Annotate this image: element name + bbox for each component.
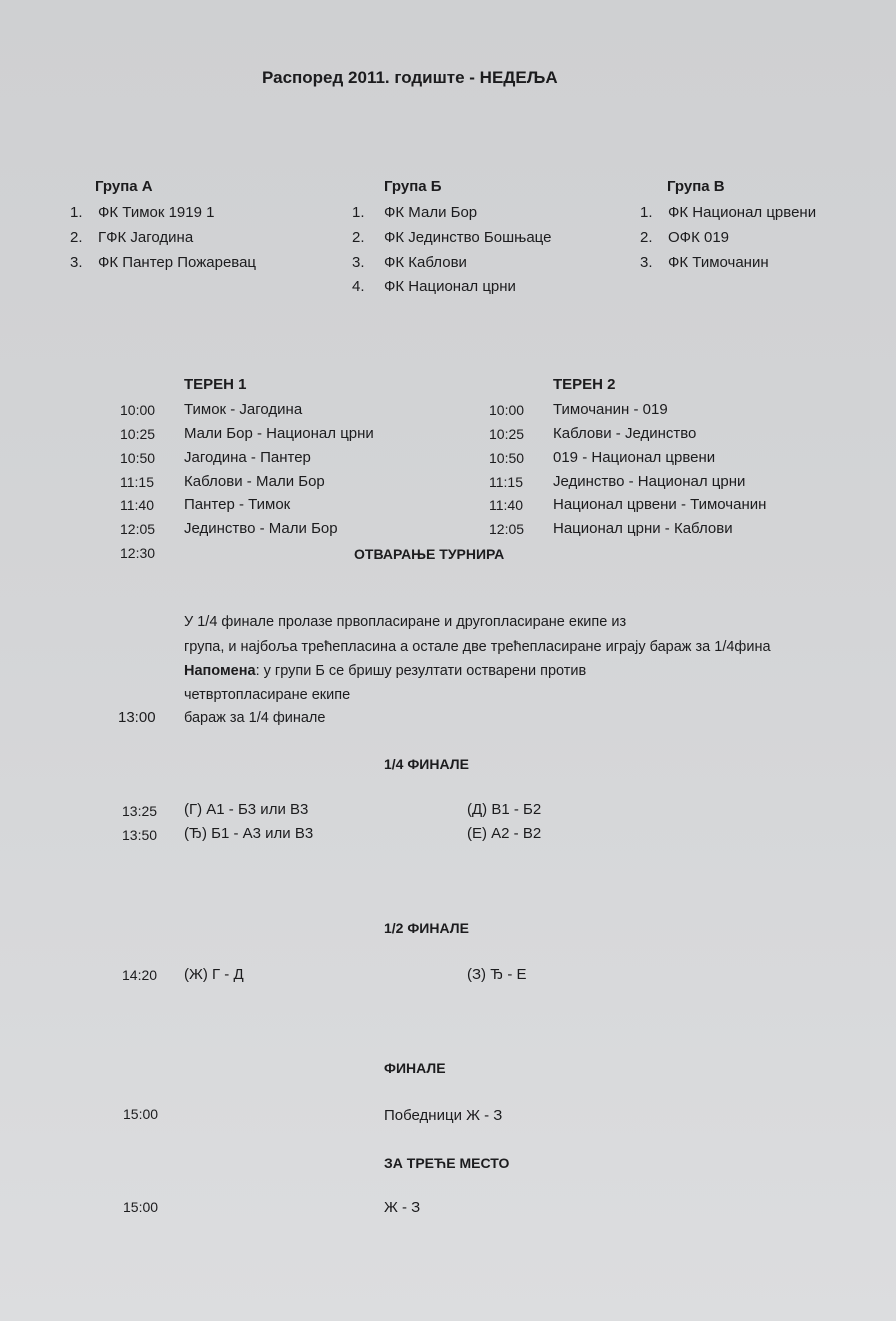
field-1-time-2: 10:25: [120, 426, 156, 442]
field-2-match-2: Каблови - Јединство: [553, 425, 697, 442]
group-v-team-2: 2. ОФК 019: [640, 229, 730, 246]
playoff-time: 13:00: [118, 709, 156, 726]
semifinal-match-zh: (Ж) Г - Д: [184, 966, 244, 983]
field-2-heading: ТЕРЕН 2: [553, 376, 616, 393]
note-line-2: група, и најбоља трећепласина а остале две трећепласиране играју бараж за 1/4фина: [184, 639, 771, 655]
group-v-team-1: 1. ФК Национал црвени: [640, 204, 817, 221]
third-place-heading: ЗА ТРЕЋЕ МЕСТО: [384, 1155, 510, 1171]
field-2-match-1: Тимочанин - 019: [553, 401, 668, 418]
quarterfinal-match-g: (Г) А1 - Б3 или В3: [184, 801, 309, 818]
field-1-match-6: Јединство - Мали Бор: [184, 520, 338, 537]
quarterfinal-heading: 1/4 ФИНАЛЕ: [384, 756, 469, 772]
field-1-match-2: Мали Бор - Национал црни: [184, 425, 374, 442]
group-a-team-3: 3. ФК Пантер Пожаревац: [70, 254, 257, 271]
group-b-team-2: 2. ФК Јединство Бошњаце: [352, 229, 552, 246]
group-b-team-4: 4. ФК Национал црни: [352, 278, 516, 295]
field-2-time-5: 11:40: [489, 497, 523, 513]
semifinal-match-z: (З) Ђ - Е: [467, 966, 527, 983]
quarterfinal-match-d: (Д) В1 - Б2: [467, 801, 542, 818]
field-1-heading: ТЕРЕН 1: [184, 376, 247, 393]
semifinal-time: 14:20: [122, 967, 158, 983]
group-a-heading: Група А: [95, 178, 153, 195]
field-2-time-6: 12:05: [489, 521, 525, 537]
field-1-match-4: Каблови - Мали Бор: [184, 473, 325, 490]
field-1-time-1: 10:00: [120, 402, 156, 418]
group-v-heading: Група В: [667, 178, 725, 195]
final-match: Победници Ж - З: [384, 1107, 503, 1124]
note-line-4: четвртопласиране екипе: [184, 687, 351, 703]
field-1-match-5: Пантер - Тимок: [184, 496, 291, 513]
group-b-heading: Група Б: [384, 178, 442, 195]
field-1-time-6: 12:05: [120, 521, 156, 537]
opening-label: ОТВАРАЊЕ ТУРНИРА: [354, 546, 505, 562]
field-2-match-5: Национал црвени - Тимочанин: [553, 496, 767, 513]
quarterfinal-match-dj: (Ђ) Б1 - А3 или В3: [184, 825, 314, 842]
group-a-team-2: 2. ГФК Јагодина: [70, 229, 194, 246]
field-2-match-6: Национал црни - Каблови: [553, 520, 733, 537]
group-b-team-3: 3. ФК Каблови: [352, 254, 467, 271]
group-a-team-1: 1. ФК Тимок 1919 1: [70, 204, 215, 221]
field-1-time-5: 11:40: [120, 497, 154, 513]
field-2-match-4: Јединство - Национал црни: [553, 473, 746, 490]
field-2-match-3: 019 - Национал црвени: [553, 449, 716, 466]
final-time: 15:00: [123, 1106, 159, 1122]
opening-time: 12:30: [120, 545, 156, 561]
semifinal-heading: 1/2 ФИНАЛЕ: [384, 920, 469, 936]
quarterfinal-match-e: (Е) А2 - В2: [467, 825, 542, 842]
note-label: Напомена: [184, 663, 256, 679]
quarterfinal-time-1: 13:25: [122, 803, 158, 819]
third-place-match: Ж - З: [384, 1199, 421, 1216]
quarterfinal-time-2: 13:50: [122, 827, 158, 843]
field-1-time-4: 11:15: [120, 474, 154, 490]
field-2-time-3: 10:50: [489, 450, 525, 466]
field-2-time-1: 10:00: [489, 402, 525, 418]
note-line-3: Напомена: у групи Б се бришу резултати остварени против: [184, 663, 587, 679]
field-2-time-4: 11:15: [489, 474, 523, 490]
page-title: Распоред 2011. годиште - НЕДЕЉА: [262, 68, 558, 87]
final-heading: ФИНАЛЕ: [384, 1060, 446, 1076]
field-2-time-2: 10:25: [489, 426, 525, 442]
note-line-1: У 1/4 финале пролазе првопласиране и другопласиране екипе из: [184, 614, 627, 630]
field-1-time-3: 10:50: [120, 450, 156, 466]
field-1-match-3: Јагодина - Пантер: [184, 449, 311, 466]
field-1-match-1: Тимок - Јагодина: [184, 401, 303, 418]
third-place-time: 15:00: [123, 1199, 159, 1215]
playoff-label: бараж за 1/4 финале: [184, 710, 326, 726]
group-v-team-3: 3. ФК Тимочанин: [640, 254, 769, 271]
group-b-team-1: 1. ФК Мали Бор: [352, 204, 478, 221]
